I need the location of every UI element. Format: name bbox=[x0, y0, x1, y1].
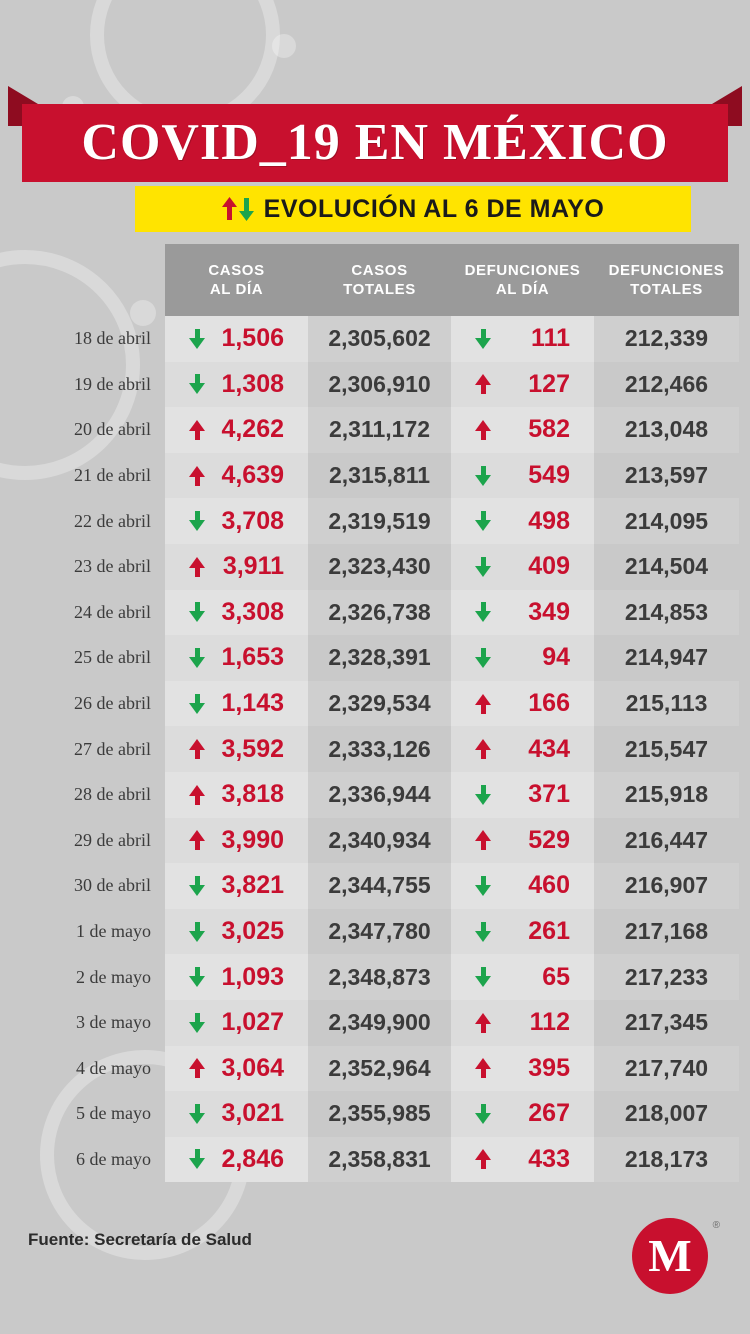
value-casos-totales: 2,348,873 bbox=[328, 963, 431, 990]
cell-defunciones-al-dia bbox=[451, 772, 594, 818]
value-defunciones-al-dia: 261 bbox=[528, 917, 570, 946]
cell-defunciones-totales bbox=[594, 362, 739, 408]
value-defunciones-totales: 216,447 bbox=[624, 826, 709, 853]
cell-defunciones-totales bbox=[594, 407, 739, 453]
arrow-up-icon bbox=[189, 785, 205, 805]
value-casos-totales: 2,340,934 bbox=[328, 826, 431, 853]
cell-casos-totales bbox=[308, 726, 451, 772]
cell-casos-totales bbox=[308, 1137, 451, 1183]
arrow-down-icon bbox=[189, 602, 205, 622]
cell-defunciones-totales bbox=[594, 909, 739, 955]
table-row bbox=[0, 453, 750, 499]
table-row bbox=[0, 544, 750, 590]
value-defunciones-totales: 217,168 bbox=[624, 918, 709, 945]
table-row bbox=[0, 1000, 750, 1046]
cell-casos-al-dia bbox=[165, 498, 308, 544]
cell-defunciones-totales bbox=[594, 1137, 739, 1183]
value-defunciones-totales: 218,007 bbox=[624, 1100, 709, 1127]
table-row bbox=[0, 498, 750, 544]
value-defunciones-al-dia: 434 bbox=[528, 734, 570, 763]
value-casos-al-dia: 1,143 bbox=[221, 689, 284, 718]
value-casos-al-dia: 1,027 bbox=[221, 1008, 284, 1037]
row-date: 27 de abril bbox=[74, 738, 151, 759]
header-cell-defunciones-al-dia bbox=[451, 244, 594, 316]
cell-casos-al-dia bbox=[165, 1137, 308, 1183]
value-casos-al-dia: 3,025 bbox=[221, 917, 284, 946]
row-date: 20 de abril bbox=[74, 419, 151, 440]
table-row bbox=[0, 1046, 750, 1092]
value-casos-totales: 2,344,755 bbox=[328, 872, 431, 899]
row-date: 22 de abril bbox=[74, 510, 151, 531]
cell-casos-totales bbox=[308, 863, 451, 909]
table-row bbox=[0, 681, 750, 727]
value-casos-al-dia: 3,592 bbox=[221, 734, 284, 763]
value-defunciones-al-dia: 349 bbox=[528, 597, 570, 626]
value-casos-totales: 2,329,534 bbox=[328, 690, 431, 717]
cell-defunciones-al-dia bbox=[451, 818, 594, 864]
row-date: 5 de mayo bbox=[76, 1103, 151, 1124]
cell-casos-totales bbox=[308, 544, 451, 590]
cell-casos-totales bbox=[308, 818, 451, 864]
cell-casos-totales bbox=[308, 362, 451, 408]
arrow-down-icon bbox=[189, 648, 205, 668]
cell-casos-al-dia bbox=[165, 954, 308, 1000]
value-defunciones-al-dia: 127 bbox=[528, 369, 570, 398]
table-row bbox=[0, 818, 750, 864]
row-date: 21 de abril bbox=[74, 465, 151, 486]
cell-casos-totales bbox=[308, 635, 451, 681]
value-casos-totales: 2,306,910 bbox=[328, 370, 431, 397]
cell-casos-al-dia bbox=[165, 1046, 308, 1092]
table-header-row bbox=[0, 244, 750, 316]
arrow-down-icon bbox=[189, 876, 205, 896]
arrow-up-icon bbox=[189, 466, 205, 486]
value-casos-totales: 2,319,519 bbox=[328, 507, 431, 534]
row-date: 30 de abril bbox=[74, 875, 151, 896]
cell-defunciones-al-dia bbox=[451, 954, 594, 1000]
row-date: 6 de mayo bbox=[76, 1148, 151, 1169]
cell-defunciones-totales bbox=[594, 544, 739, 590]
value-casos-al-dia: 3,990 bbox=[221, 825, 284, 854]
arrow-down-icon bbox=[475, 1104, 491, 1124]
table-row bbox=[0, 590, 750, 636]
value-casos-al-dia: 3,021 bbox=[221, 1099, 284, 1128]
value-defunciones-al-dia: 267 bbox=[528, 1099, 570, 1128]
cell-casos-al-dia bbox=[165, 635, 308, 681]
cell-defunciones-totales bbox=[594, 1091, 739, 1137]
value-casos-totales: 2,352,964 bbox=[328, 1054, 431, 1081]
value-casos-totales: 2,311,172 bbox=[328, 416, 431, 443]
row-date: 3 de mayo bbox=[76, 1012, 151, 1033]
value-casos-al-dia: 3,821 bbox=[221, 871, 284, 900]
cell-defunciones-al-dia bbox=[451, 726, 594, 772]
cell-casos-totales bbox=[308, 1000, 451, 1046]
value-defunciones-al-dia: 111 bbox=[531, 324, 570, 353]
cell-casos-totales bbox=[308, 1091, 451, 1137]
value-defunciones-al-dia: 460 bbox=[528, 871, 570, 900]
footer bbox=[0, 1198, 750, 1334]
cell-casos-al-dia bbox=[165, 590, 308, 636]
logo-letter: M bbox=[648, 1230, 692, 1281]
header-line-2: TOTALES bbox=[343, 281, 416, 298]
cell-defunciones-al-dia bbox=[451, 635, 594, 681]
cell-defunciones-totales bbox=[594, 1046, 739, 1092]
header-line-1: DEFUNCIONES bbox=[464, 262, 581, 279]
arrow-down-icon bbox=[189, 1149, 205, 1169]
value-defunciones-totales: 215,918 bbox=[624, 781, 709, 808]
arrow-down-icon bbox=[475, 557, 491, 577]
table-row bbox=[0, 362, 750, 408]
arrow-up-icon bbox=[475, 1058, 491, 1078]
header-line-1: CASOS bbox=[351, 262, 408, 279]
cell-defunciones-totales bbox=[594, 954, 739, 1000]
value-defunciones-al-dia: 409 bbox=[528, 552, 570, 581]
cell-defunciones-al-dia bbox=[451, 1000, 594, 1046]
header-cell-date bbox=[0, 244, 165, 316]
table-row bbox=[0, 1137, 750, 1183]
table-row bbox=[0, 909, 750, 955]
trend-arrows-icon bbox=[222, 197, 254, 221]
cell-casos-totales bbox=[308, 909, 451, 955]
cell-defunciones-al-dia bbox=[451, 498, 594, 544]
row-date: 19 de abril bbox=[74, 373, 151, 394]
header-cell-defunciones-totales bbox=[594, 244, 739, 316]
arrow-down-icon bbox=[475, 466, 491, 486]
arrow-down-icon bbox=[189, 374, 205, 394]
value-casos-totales: 2,328,391 bbox=[328, 644, 431, 671]
cell-casos-totales bbox=[308, 590, 451, 636]
value-defunciones-totales: 215,113 bbox=[625, 690, 708, 717]
cell-casos-totales bbox=[308, 498, 451, 544]
cell-defunciones-al-dia bbox=[451, 681, 594, 727]
arrow-down-icon bbox=[475, 602, 491, 622]
cell-defunciones-al-dia bbox=[451, 590, 594, 636]
value-defunciones-totales: 214,095 bbox=[624, 507, 709, 534]
value-defunciones-totales: 213,597 bbox=[624, 462, 709, 489]
value-casos-al-dia: 3,708 bbox=[221, 506, 284, 535]
row-date: 18 de abril bbox=[74, 328, 151, 349]
header-line-2: AL DÍA bbox=[209, 281, 264, 298]
value-defunciones-totales: 216,907 bbox=[624, 872, 709, 899]
cell-defunciones-al-dia bbox=[451, 362, 594, 408]
value-casos-totales: 2,326,738 bbox=[328, 598, 431, 625]
cell-defunciones-al-dia bbox=[451, 453, 594, 499]
value-casos-al-dia: 1,506 bbox=[221, 324, 284, 353]
value-casos-al-dia: 3,064 bbox=[221, 1053, 284, 1082]
value-defunciones-totales: 213,048 bbox=[624, 416, 709, 443]
cell-casos-al-dia bbox=[165, 407, 308, 453]
arrow-down-icon bbox=[475, 967, 491, 987]
arrow-down-icon bbox=[475, 876, 491, 896]
value-casos-totales: 2,333,126 bbox=[328, 735, 431, 762]
cell-defunciones-al-dia bbox=[451, 1091, 594, 1137]
header-line-1: DEFUNCIONES bbox=[608, 262, 725, 279]
value-defunciones-totales: 215,547 bbox=[624, 735, 709, 762]
cell-defunciones-totales bbox=[594, 681, 739, 727]
value-defunciones-al-dia: 112 bbox=[529, 1008, 570, 1037]
value-casos-al-dia: 1,308 bbox=[221, 369, 284, 398]
cell-defunciones-al-dia bbox=[451, 544, 594, 590]
arrow-down-icon bbox=[189, 1104, 205, 1124]
arrow-down-icon bbox=[475, 922, 491, 942]
cell-casos-al-dia bbox=[165, 726, 308, 772]
table-row bbox=[0, 316, 750, 362]
cell-casos-al-dia bbox=[165, 863, 308, 909]
cell-defunciones-al-dia bbox=[451, 909, 594, 955]
table-row bbox=[0, 726, 750, 772]
cell-casos-al-dia bbox=[165, 1091, 308, 1137]
logo-registered-mark: ® bbox=[712, 1220, 720, 1231]
value-casos-totales: 2,336,944 bbox=[328, 781, 431, 808]
arrow-up-icon bbox=[189, 739, 205, 759]
cell-defunciones-al-dia bbox=[451, 863, 594, 909]
cell-defunciones-totales bbox=[594, 453, 739, 499]
cell-defunciones-totales bbox=[594, 590, 739, 636]
arrow-up-icon bbox=[475, 1013, 491, 1033]
cell-casos-totales bbox=[308, 1046, 451, 1092]
value-defunciones-totales: 212,466 bbox=[624, 370, 709, 397]
value-defunciones-totales: 217,345 bbox=[624, 1009, 709, 1036]
value-casos-totales: 2,323,430 bbox=[328, 553, 431, 580]
value-casos-totales: 2,347,780 bbox=[328, 918, 431, 945]
value-defunciones-totales: 214,504 bbox=[624, 553, 709, 580]
cell-defunciones-totales bbox=[594, 863, 739, 909]
arrow-up-icon bbox=[189, 830, 205, 850]
row-date: 24 de abril bbox=[74, 601, 151, 622]
table-row bbox=[0, 635, 750, 681]
table-row bbox=[0, 407, 750, 453]
arrow-down-icon bbox=[189, 922, 205, 942]
table-body bbox=[0, 316, 750, 1182]
cell-casos-al-dia bbox=[165, 681, 308, 727]
arrow-down-icon bbox=[189, 511, 205, 531]
value-defunciones-totales: 217,740 bbox=[624, 1054, 709, 1081]
arrow-down-icon bbox=[475, 648, 491, 668]
cell-defunciones-al-dia bbox=[451, 1046, 594, 1092]
value-defunciones-totales: 212,339 bbox=[624, 325, 709, 352]
value-defunciones-al-dia: 166 bbox=[528, 689, 570, 718]
arrow-down-icon bbox=[189, 694, 205, 714]
cell-casos-al-dia bbox=[165, 362, 308, 408]
value-casos-al-dia: 4,262 bbox=[221, 415, 284, 444]
arrow-up-icon bbox=[189, 420, 205, 440]
value-defunciones-totales: 214,853 bbox=[624, 598, 709, 625]
value-defunciones-al-dia: 529 bbox=[528, 825, 570, 854]
cell-defunciones-al-dia bbox=[451, 1137, 594, 1183]
arrow-up-icon bbox=[475, 739, 491, 759]
value-defunciones-totales: 217,233 bbox=[624, 963, 709, 990]
value-casos-totales: 2,355,985 bbox=[328, 1100, 431, 1127]
cell-defunciones-totales bbox=[594, 498, 739, 544]
arrow-down-icon bbox=[475, 329, 491, 349]
value-defunciones-al-dia: 498 bbox=[528, 506, 570, 535]
subtitle-label: EVOLUCIÓN AL 6 DE MAYO bbox=[263, 194, 605, 223]
subtitle-bar bbox=[135, 186, 691, 232]
row-date: 2 de mayo bbox=[76, 966, 151, 987]
header-line-2: TOTALES bbox=[630, 281, 703, 298]
data-table bbox=[0, 244, 750, 1182]
value-defunciones-al-dia: 94 bbox=[542, 643, 570, 672]
value-casos-al-dia: 1,093 bbox=[221, 962, 284, 991]
cell-casos-al-dia bbox=[165, 453, 308, 499]
table-row bbox=[0, 954, 750, 1000]
value-casos-totales: 2,315,811 bbox=[328, 462, 431, 489]
row-date: 1 de mayo bbox=[76, 921, 151, 942]
header bbox=[0, 0, 750, 240]
arrow-up-icon bbox=[475, 830, 491, 850]
cell-defunciones-totales bbox=[594, 1000, 739, 1046]
header-cell-casos-al-dia bbox=[165, 244, 308, 316]
row-date: 26 de abril bbox=[74, 693, 151, 714]
cell-casos-al-dia bbox=[165, 772, 308, 818]
cell-casos-al-dia bbox=[165, 1000, 308, 1046]
cell-defunciones-totales bbox=[594, 818, 739, 864]
value-casos-totales: 2,305,602 bbox=[328, 325, 431, 352]
arrow-down-icon bbox=[189, 329, 205, 349]
cell-casos-totales bbox=[308, 407, 451, 453]
arrow-up-icon bbox=[475, 374, 491, 394]
cell-casos-al-dia bbox=[165, 544, 308, 590]
cell-defunciones-totales bbox=[594, 635, 739, 681]
cell-casos-totales bbox=[308, 316, 451, 362]
milenio-logo bbox=[632, 1218, 708, 1294]
row-date: 28 de abril bbox=[74, 784, 151, 805]
arrow-up-icon bbox=[189, 1058, 205, 1078]
cell-casos-al-dia bbox=[165, 818, 308, 864]
row-date: 23 de abril bbox=[74, 556, 151, 577]
header-cell-casos-totales bbox=[308, 244, 451, 316]
value-defunciones-al-dia: 65 bbox=[542, 962, 570, 991]
cell-defunciones-totales bbox=[594, 772, 739, 818]
arrow-down-icon bbox=[475, 785, 491, 805]
arrow-up-icon bbox=[475, 1149, 491, 1169]
row-date: 29 de abril bbox=[74, 829, 151, 850]
value-casos-al-dia: 1,653 bbox=[221, 643, 284, 672]
value-defunciones-al-dia: 582 bbox=[528, 415, 570, 444]
arrow-down-icon bbox=[475, 511, 491, 531]
cell-casos-totales bbox=[308, 954, 451, 1000]
value-casos-totales: 2,358,831 bbox=[328, 1145, 431, 1172]
header-line-2: AL DÍA bbox=[495, 281, 550, 298]
cell-casos-totales bbox=[308, 681, 451, 727]
header-line-1: CASOS bbox=[208, 262, 265, 279]
value-casos-al-dia: 3,911 bbox=[222, 552, 284, 581]
table-row bbox=[0, 772, 750, 818]
value-defunciones-totales: 214,947 bbox=[624, 644, 709, 671]
value-casos-al-dia: 3,818 bbox=[221, 780, 284, 809]
value-defunciones-al-dia: 395 bbox=[528, 1053, 570, 1082]
arrow-up-icon bbox=[189, 557, 205, 577]
value-defunciones-al-dia: 549 bbox=[528, 461, 570, 490]
cell-casos-al-dia bbox=[165, 316, 308, 362]
arrow-down-icon bbox=[189, 967, 205, 987]
cell-casos-totales bbox=[308, 453, 451, 499]
source-label: Fuente: Secretaría de Salud bbox=[28, 1230, 252, 1249]
arrow-down-icon bbox=[189, 1013, 205, 1033]
table-row bbox=[0, 1091, 750, 1137]
cell-defunciones-al-dia bbox=[451, 407, 594, 453]
value-casos-al-dia: 3,308 bbox=[221, 597, 284, 626]
cell-defunciones-totales bbox=[594, 316, 739, 362]
arrow-up-icon bbox=[475, 694, 491, 714]
table-row bbox=[0, 863, 750, 909]
value-defunciones-totales: 218,173 bbox=[624, 1145, 709, 1172]
value-casos-al-dia: 2,846 bbox=[221, 1144, 284, 1173]
value-casos-al-dia: 4,639 bbox=[221, 461, 284, 490]
cell-defunciones-al-dia bbox=[451, 316, 594, 362]
arrow-up-icon bbox=[475, 420, 491, 440]
page-title: COVID_19 EN MÉXICO bbox=[81, 114, 669, 171]
cell-casos-totales bbox=[308, 772, 451, 818]
row-date: 25 de abril bbox=[74, 647, 151, 668]
row-date: 4 de mayo bbox=[76, 1057, 151, 1078]
value-casos-totales: 2,349,900 bbox=[328, 1009, 431, 1036]
cell-defunciones-totales bbox=[594, 726, 739, 772]
cell-casos-al-dia bbox=[165, 909, 308, 955]
value-defunciones-al-dia: 433 bbox=[528, 1144, 570, 1173]
value-defunciones-al-dia: 371 bbox=[528, 780, 570, 809]
